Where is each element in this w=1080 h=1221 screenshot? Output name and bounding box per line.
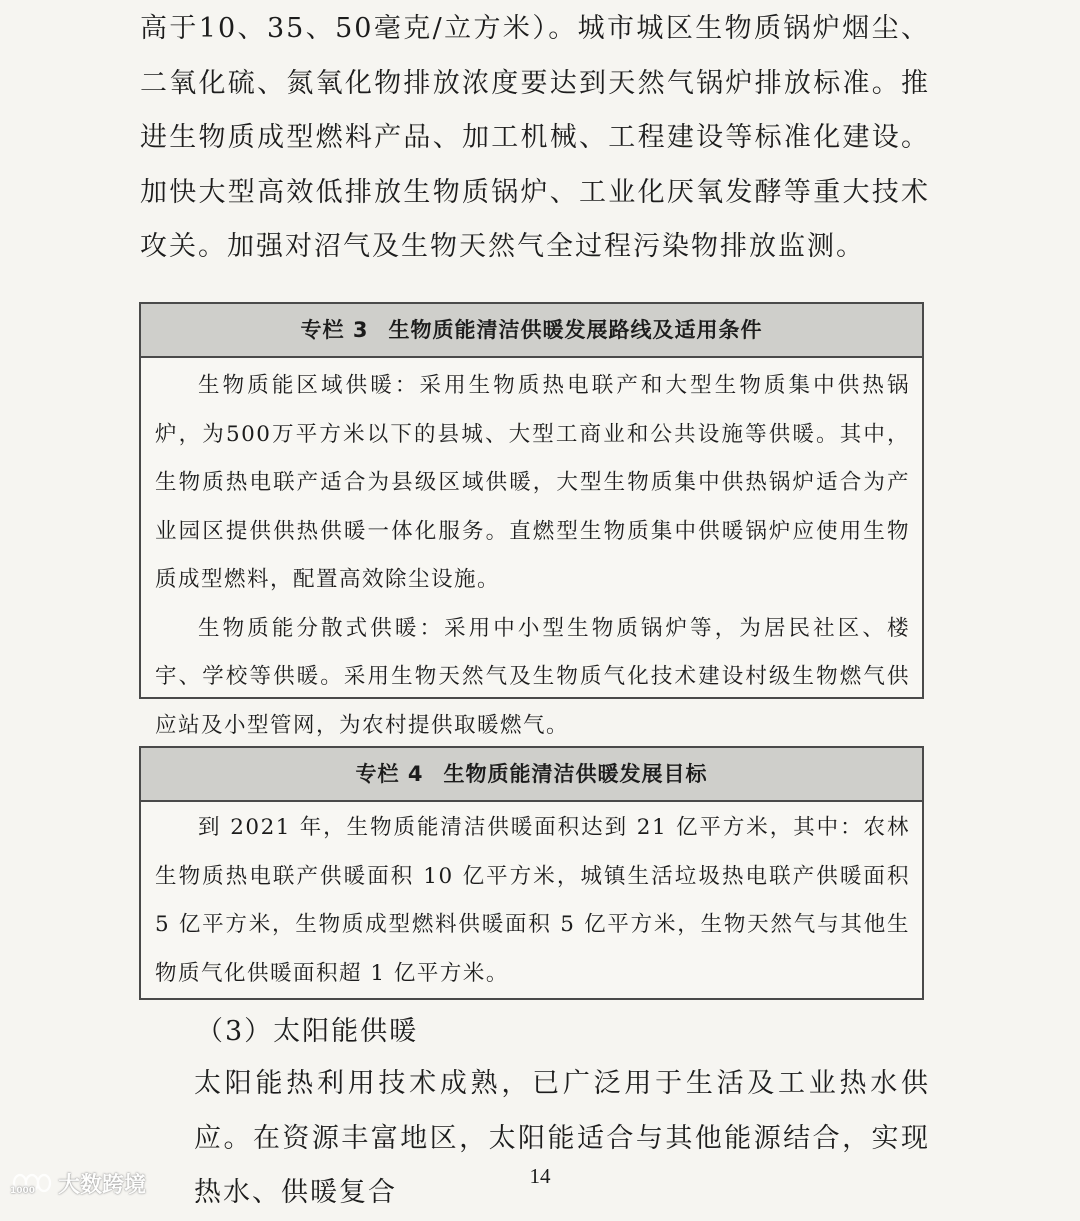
column-box-3-body <box>141 358 922 750</box>
column-box-3-paragraph: 生物质能区域供暖：采用生物质热电联产和大型生物质集中供热锅炉，为500万平方米以下的县城、大型工商业和公共设施等供暖。其中，生物质热电联产适合为县级区域供暖，大型生物质集中供热锅炉适合为产业园区提供供热供暖一体化服务。直燃型生物质集中供暖锅炉应使用生物质成型燃料，配置高效除尘设施。 <box>155 373 910 592</box>
column-box-3 <box>139 302 924 738</box>
column-box-4-header <box>141 748 922 802</box>
column-box-4 <box>139 746 924 1000</box>
section-heading: （3）太阳能供暖 <box>196 1016 419 1047</box>
column-box-4-number: 专栏 4 <box>355 762 424 786</box>
closing-paragraph: 太阳能热利用技术成熟，已广泛用于生活及工业热水供应。在资源丰富地区，太阳能适合与其他能源结合，实现热水、供暖复合 <box>194 1068 930 1208</box>
watermark <box>8 1168 146 1198</box>
page-number: 14 <box>529 1164 551 1188</box>
watermark-text: 大数跨境 <box>58 1172 147 1198</box>
column-box-4-title: 生物质能清洁供暖发展目标 <box>443 762 708 786</box>
svg-text:1000: 1000 <box>10 1186 36 1196</box>
column-box-3-title: 生物质能清洁供暖发展路线及适用条件 <box>388 318 763 342</box>
intro-paragraph: 高于10、35、50毫克/立方米）。城市城区生物质锅炉烟尘、二氧化硫、氮氧化物排放浓度要达到天然气锅炉排放标准。推进生物质成型燃料产品、加工机械、工程建设等标准化建设。加快大型高效低排放生物质锅炉、工业化厌氧发酵等重大技术攻关。加强对沼气及生物天然气全过程污染物排放监测。 <box>140 13 930 262</box>
column-box-3-paragraph: 生物质能分散式供暖：采用中小型生物质锅炉等，为居民社区、楼宇、学校等供暖。采用生物天然气及生物质气化技术建设村级生物燃气供应站及小型管网，为农村提供取暖燃气。 <box>155 615 910 738</box>
watermark-logo-icon <box>8 1169 52 1197</box>
column-box-3-header <box>141 304 922 358</box>
column-box-4-paragraph: 到 2021 年，生物质能清洁供暖面积达到 21 亿平方米，其中：农林生物质热电联产供暖面积 10 亿平方米，城镇生活垃圾热电联产供暖面积 5 亿平方米，生物质成型燃料供暖面积 5 亿平方米，生物天然气与其他生物质气化供暖面积超 1 亿平方米。 <box>155 815 910 986</box>
column-box-4-body <box>141 802 922 998</box>
column-box-3-number: 专栏 3 <box>300 318 369 342</box>
